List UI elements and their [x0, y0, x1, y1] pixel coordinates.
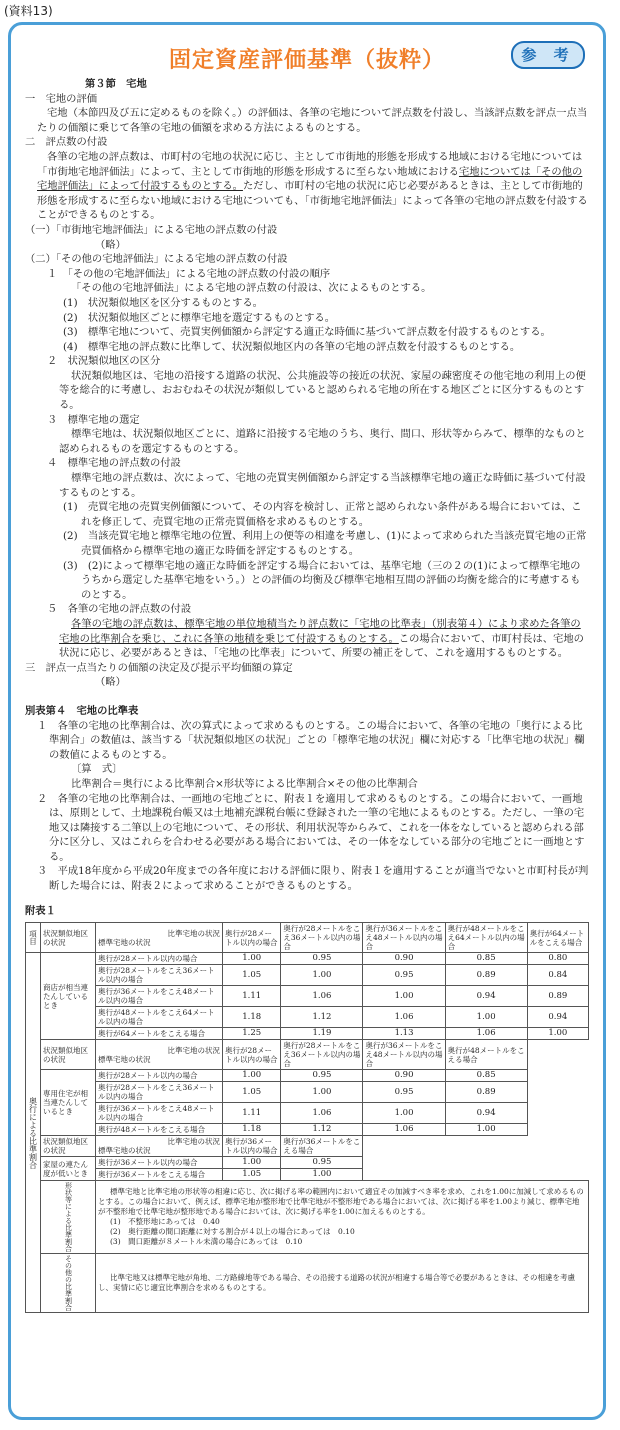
cell-1-4-0: 1.25 [223, 1028, 281, 1040]
subsection-1-omitted: （略） [95, 238, 126, 251]
item-5-heading: ５ 各筆の宅地の評点数の付設 [47, 603, 192, 616]
heading-1: 一 宅地の評価 [25, 92, 98, 105]
cell-2-0-2: 0.90 [363, 1070, 445, 1082]
std-cmp-header-1 [96, 923, 223, 953]
cell-2-0-1: 0.95 [281, 1070, 363, 1082]
header-1-3: 奥行が48メートルをこえ64メートル以内の場合 [445, 923, 527, 953]
appendix-item-3: ３ 平成18年度から平成20年度までの各年度における評価に限り、附表１を適用することが適当でないと市町村長が判断した場合には、附表２によって求めることができるものとする。 [37, 865, 589, 893]
cell-1-4-3: 1.06 [445, 1028, 527, 1040]
paragraph-1: 宅地（本節四及び五に定めるものを除く。）の評価は、各筆の宅地について評点数を付設し、当該評点数を評点一点当たりの価額に乗じて各筆の宅地の価額を求める方法によるものとする。 [37, 107, 588, 134]
paragraph-2-part-b: 宅地については「その他の宅地評価法」によって付設するものとする。 [37, 165, 583, 193]
district-header-3: 状況類似地区の状況 [41, 1136, 96, 1157]
std-label-3: 比準宅地の状況 [167, 1137, 220, 1147]
subsection-1: （一）「市街地宅地評価法」による宅地の評点数の付設 [25, 223, 278, 236]
paragraph-2-part-a: 各筆の宅地の評点数は、市町村の宅地の状況に応じ、主として市街地的形態を形成する地域における宅地については「市街地宅地評価法」によって、主として市街地的形態を形成するに至らない地域における [37, 150, 583, 178]
item-1-d: (4) 標準宅地の評点数に比準して、状況類似地区内の各筆の宅地の評点数を付設するものとする。 [63, 340, 521, 353]
table-heading: 附表１ [25, 904, 56, 917]
item-2-text: 状況類似地区は、宅地の沿接する道路の状況、公共施設等の接近の状況、家屋の疎密度その他宅地の利用上の便等を総合的に考慮し、おおむねその状況が類似していると認められる宅地の所在する地区ごとに区分するものとする。 [59, 369, 586, 412]
cell-1-2-4: 0.89 [527, 986, 588, 1007]
cell-1-1-0: 1.05 [223, 965, 281, 986]
header-1-4: 奥行が64メートルをこえる場合 [527, 923, 588, 953]
cell-2-3-3: 1.00 [445, 1124, 527, 1136]
cell-2-2-1: 1.06 [281, 1103, 363, 1124]
item-1-c: (3) 標準宅地について、売買実例価額から評定する適正な時価に基づいて評点数を付設するものとする。 [63, 326, 551, 339]
header-3-0: 奥行が36メートル以内の場合 [223, 1136, 281, 1157]
cell-1-1-2: 0.95 [363, 965, 445, 986]
item-1-text: 「その他の宅地評価法」による宅地の評点数の付設は、次によるものとする。 [71, 282, 432, 295]
header-1-2: 奥行が36メートルをこえ48メートル以内の場合 [363, 923, 445, 953]
cmp-label-3: 標準宅地の状況 [98, 1146, 151, 1156]
appendix-heading: 別表第４ 宅地の比準表 [25, 704, 139, 717]
page-title: 固定資産評価基準（抜粋） [168, 48, 445, 73]
header-2-2: 奥行が36メートルをこえ48メートル以内の場合 [363, 1040, 445, 1070]
cell-3-1-1: 1.00 [281, 1169, 363, 1181]
row-label-2-1: 奥行が28メートルをこえ36メートル以内の場合 [96, 1082, 223, 1103]
cell-1-1-3: 0.89 [445, 965, 527, 986]
cell-3-0-1: 0.95 [281, 1157, 363, 1169]
cell-1-2-2: 1.00 [363, 986, 445, 1007]
header-2-1: 奥行が28メートルをこえ36メートル以内の場合 [281, 1040, 363, 1070]
row-label-3-1: 奥行が36メートルをこえる場合 [96, 1169, 223, 1181]
paragraph-2-part-c: ただし、市町村の宅地の状況に応じ必要があるときは、主として市街地的形態を形成するに至らない地域における宅地についても、「市街地宅地評価法」によって各筆の宅地の評点数を付設することができるものとする。 [37, 180, 588, 222]
item-1-heading: １ 「その他の宅地評価法」による宅地の評点数の付設の順序 [47, 267, 331, 280]
shape-ratio-text: 標準宅地と比準宅地の形状等の相違に応じ、次に掲げる率の範囲内において適宜その加減すべき率を求め、これを1.00に加減して求めるものとする。この場合において、例えば、標準宅地が整形地で比準宅地が不整形地である場合においては、次に掲げる率を1.00より減じ、標準宅地が不整形地で比準宅地が整形地である場合においては、次に掲げる率を1.00に加えるものとする。 [98, 1187, 584, 1217]
header-3-1: 奥行が36メートルをこえる場合 [281, 1136, 363, 1157]
cell-3-0-0: 1.00 [223, 1157, 281, 1169]
district-header-2: 状況類似地区の状況 [41, 1040, 96, 1070]
row-label-1-4: 奥行が64メートルをこえる場合 [96, 1028, 223, 1040]
section-heading: 第３節 宅地 [85, 78, 147, 90]
cell-1-1-4: 0.84 [527, 965, 588, 986]
shape-item-3: (3) 間口距離が８メートル未満の場合にあっては 0.10 [110, 1237, 303, 1247]
header-1-0: 奥行が28メートル以内の場合 [223, 923, 281, 953]
cell-2-3-0: 1.18 [223, 1124, 281, 1136]
row-group-label: 奥行による比準割合 [26, 953, 41, 1313]
row-label-3-0: 奥行が36メートル以内の場合 [96, 1157, 223, 1169]
header-1-1: 奥行が28メートルをこえ36メートル以内の場合 [281, 923, 363, 953]
cell-1-4-2: 1.13 [363, 1028, 445, 1040]
cell-2-1-0: 1.05 [223, 1082, 281, 1103]
reference-frame [8, 22, 606, 1420]
cell-2-3-1: 1.12 [281, 1124, 363, 1136]
cell-2-1-3: 0.89 [445, 1082, 527, 1103]
cell-2-1-1: 1.00 [281, 1082, 363, 1103]
row-label-2-0: 奥行が28メートル以内の場合 [96, 1070, 223, 1082]
item-5-underlined: 各筆の宅地の評点数は、標準宅地の単位地積当たり評点数に「宅地の比準表」（別表第４）により求めた各筆の宅地の比準割合を乗じ、これに各筆の地積を乗じて付設するものとする。 [59, 617, 581, 645]
cell-1-1-1: 1.00 [281, 965, 363, 986]
header-2-0: 奥行が28メートル以内の場合 [223, 1040, 281, 1070]
cell-1-2-1: 1.06 [281, 986, 363, 1007]
item-4-heading: ４ 標準宅地の評点数の付設 [47, 457, 181, 470]
cell-1-2-0: 1.11 [223, 986, 281, 1007]
formula: 比準割合＝奥行による比準割合×形状等による比準割合×その他の比準割合 [71, 777, 418, 790]
std-cmp-header-2 [96, 1040, 223, 1070]
std-label-2: 比準宅地の状況 [167, 1045, 220, 1055]
row-label-1-1: 奥行が28メートルをこえ36メートル以内の場合 [96, 965, 223, 986]
cell-2-3-2: 1.06 [363, 1124, 445, 1136]
row-label-1-2: 奥行が36メートルをこえ48メートル以内の場合 [96, 986, 223, 1007]
item-1-b: (2) 状況類似地区ごとに標準宅地を選定するものとする。 [63, 311, 336, 324]
cell-1-2-3: 0.94 [445, 986, 527, 1007]
cmp-label-2: 標準宅地の状況 [98, 1054, 151, 1064]
cell-1-0-0: 1.00 [223, 953, 281, 965]
row-label-2-3: 奥行が48メートルをこえる場合 [96, 1124, 223, 1136]
area-desc-1: 商店が相当連たんしているとき [41, 953, 96, 1040]
item-5-text [25, 617, 589, 661]
cell-1-0-2: 0.90 [363, 953, 445, 965]
cell-1-0-1: 0.95 [281, 953, 363, 965]
item-3-heading: ３ 標準宅地の選定 [47, 413, 140, 426]
item-2-heading: ２ 状況類似地区の区分 [47, 355, 161, 368]
heading-3-omitted: （略） [95, 676, 126, 689]
row-label-1-0: 奥行が28メートル以内の場合 [96, 953, 223, 965]
cell-1-0-4: 0.80 [527, 953, 588, 965]
cmp-label-1: 標準宅地の状況 [98, 937, 151, 947]
area-desc-2: 専用住宅が相当連たんしているとき [41, 1070, 96, 1136]
item-5-rest: この場合において、市町村長は、宅地の状況に応じ、必要があるときは、「宅地の比準表」について、所要の補正をして、これを適用するものとする。 [59, 632, 584, 660]
cell-1-3-3: 1.00 [445, 1007, 527, 1028]
cell-1-3-4: 0.94 [527, 1007, 588, 1028]
item-1-a: (1) 状況類似地区を区分するものとする。 [63, 296, 263, 309]
district-header-1: 状況類似地区の状況 [41, 923, 96, 953]
row-label-2-2: 奥行が36メートルをこえ48メートル以内の場合 [96, 1103, 223, 1124]
cell-1-3-1: 1.12 [281, 1007, 363, 1028]
cell-1-4-1: 1.19 [281, 1028, 363, 1040]
cell-2-1-2: 0.95 [363, 1082, 445, 1103]
document-label: (資料13) [4, 4, 53, 18]
item-4-b: (2) 当該売買宅地と標準宅地の位置、利用上の便等の相違を考慮し、(1)によって求められた当該売買宅地の正常売買価格から標準宅地の適正な時価を評定するものとする。 [63, 530, 587, 557]
document-body [25, 77, 589, 1313]
depth-ratio-table [25, 922, 589, 1313]
cell-1-0-3: 0.85 [445, 953, 527, 965]
reference-badge: 参 考 [511, 41, 585, 69]
other-ratio-label: その他の比準割合 [41, 1254, 96, 1313]
std-cmp-header-3 [96, 1136, 223, 1157]
std-label-1: 比準宅地の状況 [167, 928, 220, 938]
item-4-c: (3) (2)によって標準宅地の適正な時価を評定する場合においては、基準宅地（三の２の(1)によって標準宅地のうちから選定した基準宅地をいう。）との評価の均衡及び標準宅地相互間の評価の均衡を総合的に考慮するものとする。 [63, 559, 581, 601]
appendix-item-1: １ 各筆の宅地の比準割合は、次の算式によって求めるものとする。この場合において、各筆の宅地の「奥行による比準割合」の数値は、該当する「状況類似地区の状況」ごとの「標準宅地の状況」欄に対応する「比準宅地の状況」欄の数値によるものとする。 [37, 719, 585, 761]
item-4-a: (1) 売買宅地の売買実例価額について、その内容を検討し、正常と認められない条件がある場合においては、これを修正して、売買宅地の正常売買価格を求めるものとする。 [63, 501, 582, 528]
cell-1-3-2: 1.06 [363, 1007, 445, 1028]
paragraph-2 [25, 150, 589, 223]
heading-3: 三 評点一点当たりの価額の決定及び提示平均価額の算定 [25, 661, 293, 674]
other-ratio-text: 比準宅地又は標準宅地が角地、二方路線地等である場合、その沿接する道路の状況が相違する場合等で必要があるときは、その相違を考慮し、実情に応じ適宜比準割合を求めるものとする。 [96, 1254, 589, 1313]
heading-2: 二 評点数の付設 [25, 136, 108, 149]
shape-item-1: (1) 不整形地にあっては 0.40 [110, 1217, 220, 1227]
cell-1-3-0: 1.18 [223, 1007, 281, 1028]
shape-ratio-label: 形状等による比準割合 [41, 1181, 96, 1254]
cell-2-2-2: 1.00 [363, 1103, 445, 1124]
area-desc-3: 家屋の連たん度が低いとき [41, 1157, 96, 1181]
row-label-1-3: 奥行が48メートルをこえ64メートル以内の場合 [96, 1007, 223, 1028]
cell-3-1-0: 1.05 [223, 1169, 281, 1181]
item-4-text: 標準宅地の評点数は、次によって、宅地の売買実例価額から評定する当該標準宅地の適正な時価に基づいて付設するものとする。 [59, 472, 586, 499]
cell-2-0-3: 0.85 [445, 1070, 527, 1082]
item-3-text: 標準宅地は、状況類似地区ごとに、道路に沿接する宅地のうち、奥行、間口、形状等からみて、標準的なものと認められるものを選定するものとする。 [59, 428, 586, 455]
col-item-header: 項目 [26, 923, 41, 953]
cell-2-2-3: 0.94 [445, 1103, 527, 1124]
cell-2-0-0: 1.00 [223, 1070, 281, 1082]
header-2-3: 奥行が48メートルをこえる場合 [445, 1040, 527, 1070]
appendix-item-2: ２ 各筆の宅地の比準割合は、一画地の宅地ごとに、附表１を適用して求めるものとする。この場合において、一画地は、原則として、土地課税台帳又は土地補充課税台帳に登録された一筆の宅地によるものとする。ただし、一筆の宅地又は隣接する二筆以上の宅地について、その形状、利用状況等からみて、これを一体をなしていると認められる部分に区分し、又はこれらを合わせる必要がある場合においては、その一体をなしている部分の宅地ごとに一画地とする。 [37, 792, 585, 863]
shape-item-2: (2) 奥行距離の間口距離に対する割合が４以上の場合にあっては 0.10 [110, 1227, 355, 1237]
shape-ratio-cell [96, 1181, 589, 1254]
cell-2-2-0: 1.11 [223, 1103, 281, 1124]
subsection-2: （二）「その他の宅地評価法」による宅地の評点数の付設 [25, 253, 288, 266]
cell-1-4-4: 1.00 [527, 1028, 588, 1040]
formula-label: 〔算 式〕 [71, 763, 123, 776]
